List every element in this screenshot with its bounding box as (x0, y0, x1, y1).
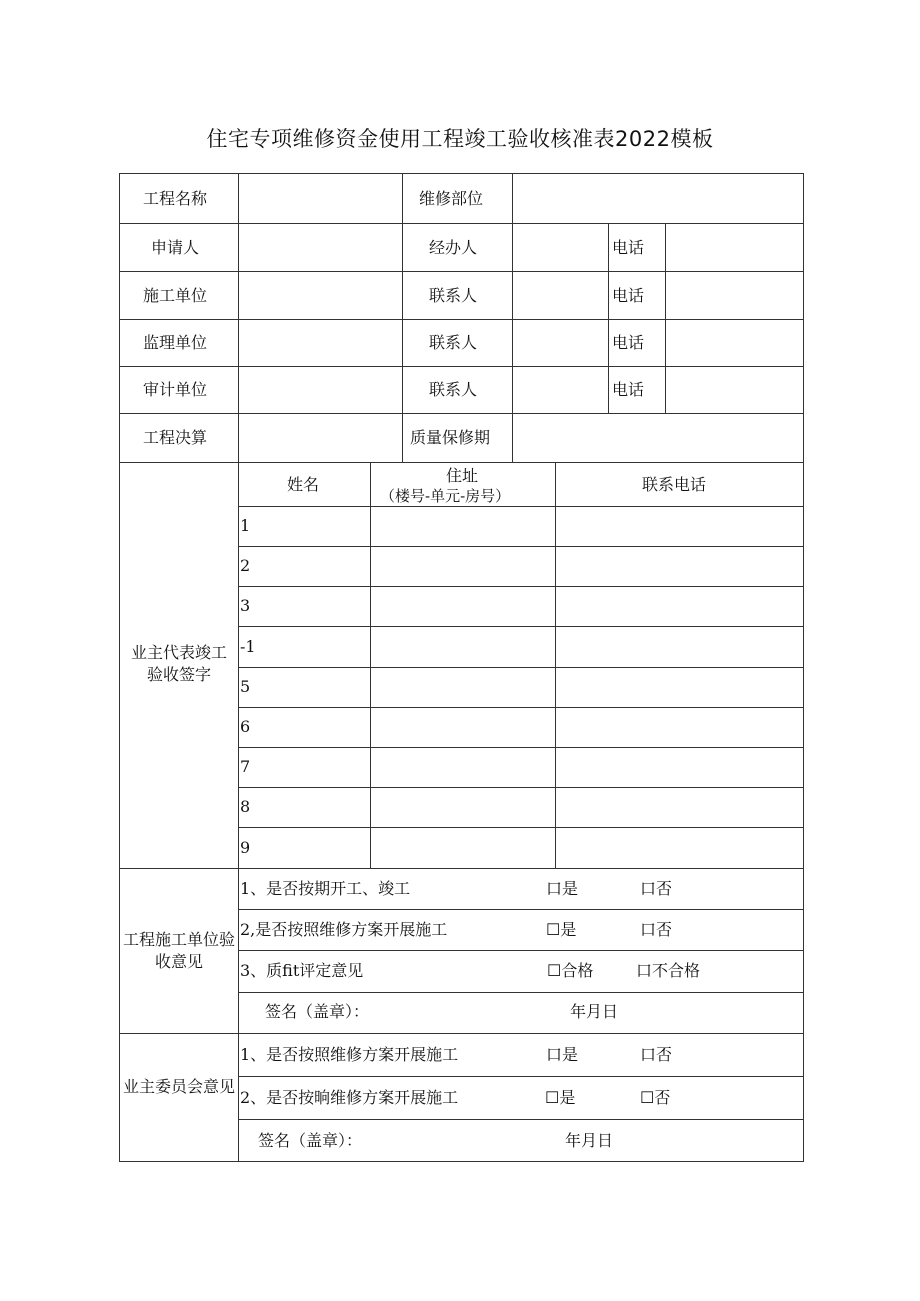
handler-label: 经办人 (429, 238, 478, 257)
address-header: 住址 (446, 466, 479, 485)
committee-opinion-label: 业主委员会意见 (122, 1077, 235, 1096)
contractor-q2-no-checkbox[interactable]: 口否 (640, 920, 673, 939)
audit-unit-label: 审计单位 (143, 380, 208, 399)
final-account-label: 工程决算 (143, 428, 208, 447)
contractor-q3: 3、质fit评定意见 (240, 961, 364, 980)
owner-row-number: 6 (240, 717, 251, 736)
contractor-date-label: 年月日 (570, 1002, 619, 1021)
contractor-q3-fail-checkbox[interactable]: 口不合格 (636, 961, 701, 980)
committee-q1-no-checkbox[interactable]: 口否 (640, 1045, 673, 1064)
contractor-q2-yes-checkbox[interactable]: ☐是 (546, 920, 577, 939)
committee-q1-yes-checkbox[interactable]: 口是 (546, 1045, 579, 1064)
contractor-q1-yes-checkbox[interactable]: 口是 (546, 879, 579, 898)
owner-row-number: 8 (240, 797, 251, 816)
phone-header: 联系电话 (642, 475, 707, 494)
owner-row-number: 3 (240, 596, 251, 615)
owner-row-number: 9 (240, 838, 251, 857)
construction-unit-label: 施工单位 (143, 286, 208, 305)
warranty-label: 质量保修期 (410, 428, 491, 447)
committee-q2-no-checkbox[interactable]: ☐否 (640, 1088, 671, 1107)
contractor-q1: 1、是否按期开工、竣工 (240, 879, 411, 898)
contractor-opinion-label: 工程施工单位验收意见 (122, 930, 235, 971)
owner-row-number: 1 (240, 516, 251, 535)
committee-q2: 2、是否按晌维修方案开展施工 (240, 1088, 459, 1107)
committee-q1: 1、是否按照维修方案开展施工 (240, 1045, 459, 1064)
applicant-label: 申请人 (151, 238, 200, 257)
contractor-signature-label: 签名（盖章）： (265, 1002, 370, 1021)
phone-label-2: 电话 (612, 286, 645, 305)
owner-row-number: 7 (240, 757, 251, 776)
address-subheader: （楼号-单元-房号） (380, 487, 511, 505)
supervision-unit-label: 监理单位 (143, 333, 208, 352)
phone-label-3: 电话 (612, 333, 645, 352)
project-name-label: 工程名称 (143, 189, 208, 208)
owners-section-label: 业主代表竣工验收签字 (130, 643, 227, 684)
contractor-q2: 2,是否按照维修方案开展施工 (240, 920, 448, 939)
owner-row-number: 2 (240, 556, 251, 575)
contact-label-2: 联系人 (429, 333, 478, 352)
name-header: 姓名 (287, 475, 320, 494)
repair-part-label: 维修部位 (419, 189, 484, 208)
owner-row-number: 5 (240, 677, 251, 696)
owner-row-number: -1 (240, 637, 256, 656)
phone-label-4: 电话 (612, 380, 645, 399)
committee-q2-yes-checkbox[interactable]: ☐是 (545, 1088, 576, 1107)
contact-label-1: 联系人 (429, 286, 478, 305)
page-title: 住宅专项维修资金使用工程竣工验收核准表2022模板 (206, 127, 714, 151)
contact-label-3: 联系人 (429, 380, 478, 399)
committee-signature-label: 签名（盖章）： (258, 1131, 363, 1150)
contractor-q3-pass-checkbox[interactable]: ☐合格 (547, 961, 594, 980)
contractor-q1-no-checkbox[interactable]: 口否 (640, 879, 673, 898)
phone-label-1: 电话 (612, 238, 645, 257)
committee-date-label: 年月日 (565, 1131, 614, 1150)
